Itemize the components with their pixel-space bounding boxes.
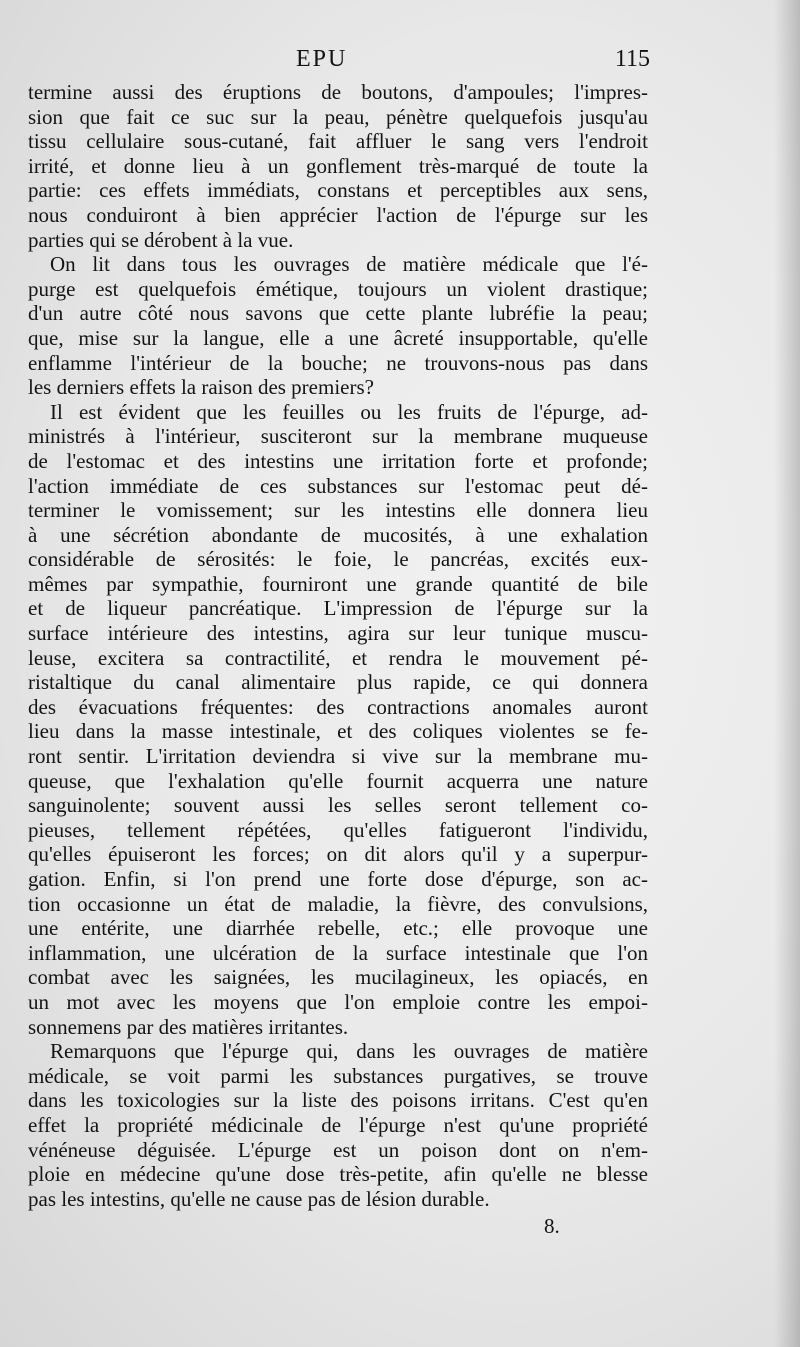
text-line: leuse, excitera sa contractilité, et rendra le mouvement pé- bbox=[28, 645, 648, 670]
text-line: lieu dans la masse intestinale, et des coliques violentes se fe- bbox=[28, 719, 648, 744]
text-line: ploie en médecine qu'une dose très-petite, afin qu'elle ne blesse bbox=[28, 1162, 648, 1187]
text-line: de l'estomac et des intestins une irritation forte et profonde; bbox=[28, 448, 648, 473]
text-line: sanguinolente; souvent aussi les selles seront tellement co- bbox=[28, 793, 648, 818]
text-line: termine aussi des éruptions de boutons, d'ampoules; l'impres- bbox=[28, 80, 648, 104]
text-line: On lit dans tous les ouvrages de matière médicale que l'é- bbox=[50, 252, 648, 277]
text-line: qu'elles épuiseront les forces; on dit alors qu'il y a superpur- bbox=[28, 842, 648, 867]
text-line: ront sentir. L'irritation deviendra si vive sur la membrane mu- bbox=[28, 744, 648, 769]
text-line: que, mise sur la langue, elle a une âcreté insupportable, qu'elle bbox=[28, 325, 648, 350]
page-number: 115 bbox=[614, 46, 650, 72]
text-line: tion occasionne un état de maladie, la fièvre, des convulsions, bbox=[28, 891, 648, 916]
text-line: ministrés à l'intérieur, susciteront sur la membrane muqueuse bbox=[28, 424, 648, 449]
text-line: pieuses, tellement répétées, qu'elles fatigueront l'individu, bbox=[28, 817, 648, 842]
page-edge-shadow bbox=[774, 0, 800, 1347]
text-line: queuse, que l'exhalation qu'elle fournit acquerra une nature bbox=[28, 768, 648, 793]
text-line: enflamme l'intérieur de la bouche; ne trouvons-nous pas dans bbox=[28, 350, 648, 375]
text-line: inflammation, une ulcération de la surface intestinale que l'on bbox=[28, 940, 648, 965]
text-line: dans les toxicologies sur la liste des poisons irritans. C'est qu'en bbox=[28, 1088, 648, 1113]
text-line: gation. Enfin, si l'on prend une forte dose d'épurge, son ac- bbox=[28, 867, 648, 891]
running-header bbox=[28, 46, 648, 76]
text-line: des évacuations fréquentes: des contractions anomales auront bbox=[28, 694, 648, 719]
text-line: mêmes par sympathie, fourniront une grande quantité de bile bbox=[28, 571, 648, 596]
text-line: tissu cellulaire sous-cutané, fait affluer le sang vers l'endroit bbox=[28, 129, 648, 154]
text-line: surface intérieure des intestins, agira sur leur tunique muscu- bbox=[28, 621, 648, 646]
text-line: partie: ces effets immédiats, constans et perceptibles aux sens, bbox=[28, 178, 648, 203]
text-line: un mot avec les moyens que l'on emploie contre les empoi- bbox=[28, 989, 648, 1014]
text-line: terminer le vomissement; sur les intestins elle donnera lieu bbox=[28, 498, 648, 523]
text-line: nous conduiront à bien apprécier l'action de l'épurge sur les bbox=[28, 202, 648, 227]
text-line: une entérite, une diarrhée rebelle, etc.; elle provoque une bbox=[28, 916, 648, 941]
text-line: vénéneuse déguisée. L'épurge est un poison dont on n'em- bbox=[28, 1137, 648, 1162]
text-line: les derniers effets la raison des premiers? bbox=[28, 375, 374, 400]
text-line: combat avec les saignées, les mucilagineux, les opiacés, en bbox=[28, 965, 648, 990]
text-line: sion que fait ce suc sur la peau, pénètre quelquefois jusqu'au bbox=[28, 104, 648, 129]
text-line: considérable de sérosités: le foie, le pancréas, excités eux- bbox=[28, 547, 648, 572]
body-text bbox=[28, 80, 648, 1211]
text-line: pas les intestins, qu'elle ne cause pas de lésion durable. bbox=[28, 1186, 490, 1211]
text-line: ristaltique du canal alimentaire plus rapide, ce qui donnera bbox=[28, 670, 648, 695]
text-line: purge est quelquefois émétique, toujours un violent drastique; bbox=[28, 276, 648, 301]
text-line: à une sécrétion abondante de mucosités, à une exhalation bbox=[28, 522, 648, 547]
running-head-title: EPU bbox=[296, 46, 348, 72]
text-line: parties qui se dérobent à la vue. bbox=[28, 227, 294, 252]
text-line: l'action immédiate de ces substances sur l'estomac peut dé- bbox=[28, 473, 648, 498]
text-line: d'un autre côté nous savons que cette plante lubréfie la peau; bbox=[28, 301, 648, 326]
signature-mark: 8. bbox=[544, 1214, 560, 1238]
text-line: effet la propriété médicinale de l'épurge n'est qu'une propriété bbox=[28, 1112, 648, 1137]
text-line: Il est évident que les feuilles ou les fruits de l'épurge, ad- bbox=[50, 399, 648, 424]
text-line: et de liqueur pancréatique. L'impression de l'épurge sur la bbox=[28, 596, 648, 621]
text-line: sonnemens par des matières irritantes. bbox=[28, 1014, 349, 1039]
text-line: médicale, se voit parmi les substances purgatives, se trouve bbox=[28, 1063, 648, 1088]
text-line: Remarquons que l'épurge qui, dans les ouvrages de matière bbox=[50, 1039, 648, 1064]
text-line: irrité, et donne lieu à un gonflement très-marqué de toute la bbox=[28, 153, 648, 178]
